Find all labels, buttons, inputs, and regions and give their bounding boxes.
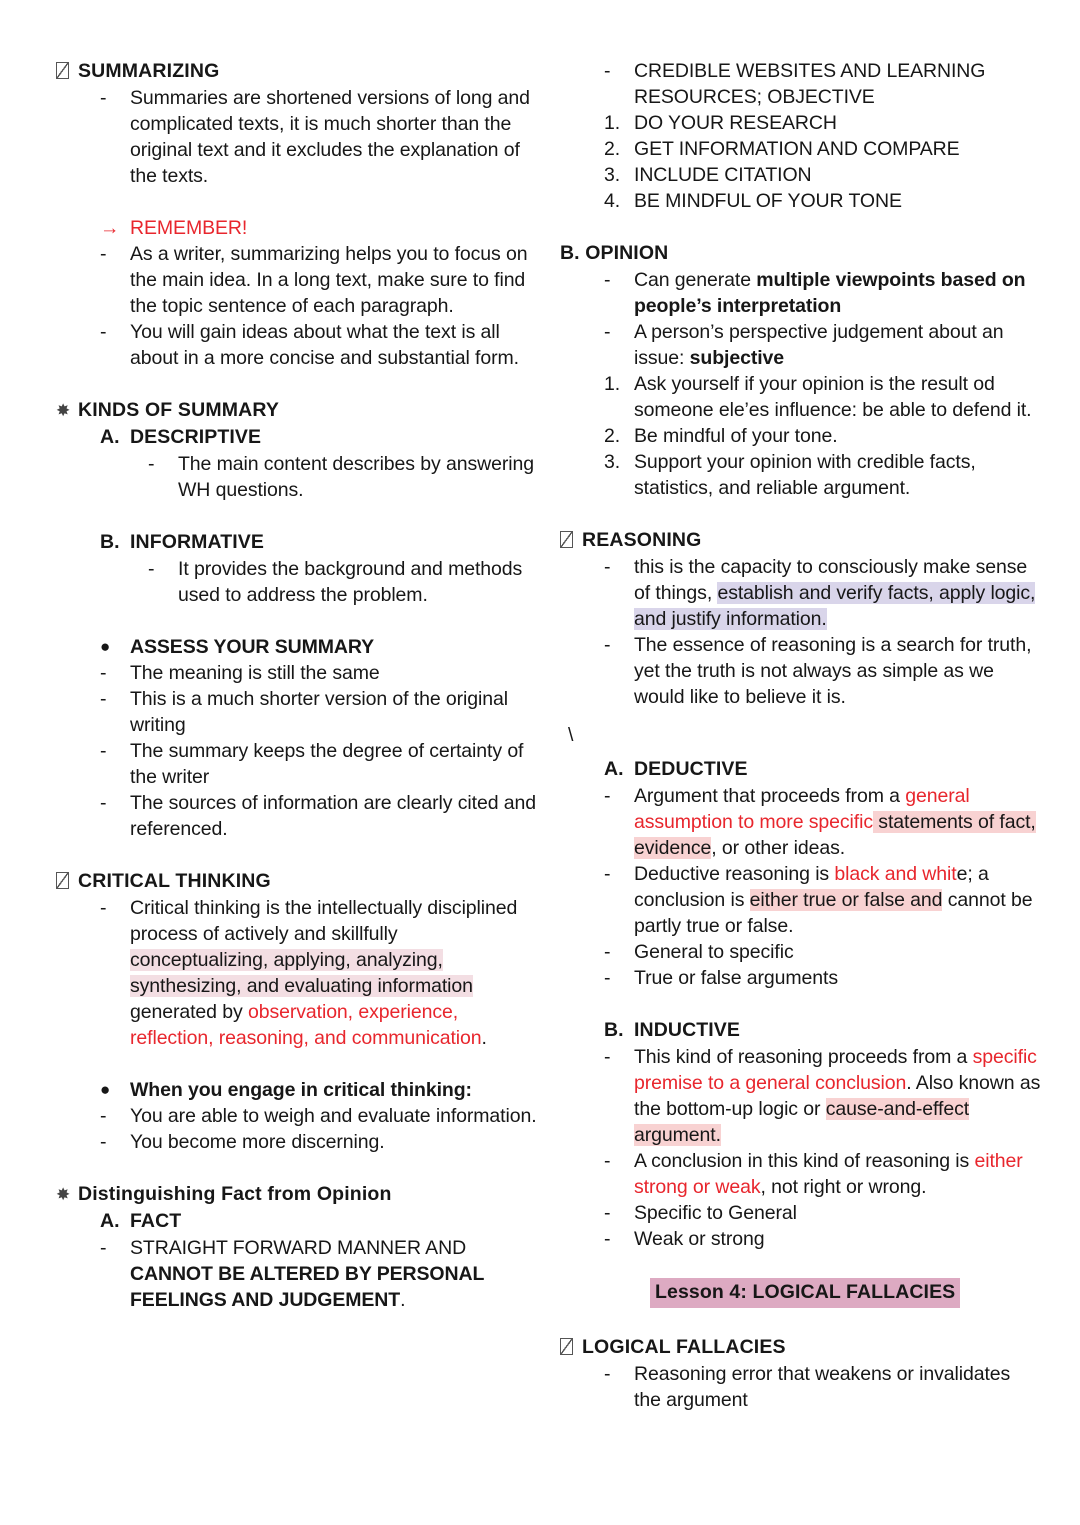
list-item xyxy=(560,188,1042,214)
dash-bullet-icon: - xyxy=(604,1363,611,1385)
list-item xyxy=(560,136,1042,162)
list-item xyxy=(560,554,1042,632)
subheading-label: DEDUCTIVE xyxy=(634,758,748,780)
dash-bullet-icon: - xyxy=(604,1150,611,1172)
list-item xyxy=(56,660,538,686)
dash-bullet-icon: - xyxy=(604,321,611,343)
lesson-banner-wrap xyxy=(560,1278,1042,1308)
stray-backslash: \ xyxy=(568,724,574,746)
section-title: KINDS OF SUMMARY xyxy=(78,399,280,421)
op-bold: multiple viewpoints based on people’s interpretation xyxy=(634,269,1026,317)
list-item xyxy=(560,110,1042,136)
dash-bullet-icon: - xyxy=(100,792,107,814)
subheading-opinion xyxy=(560,240,1042,267)
list-item xyxy=(560,965,1042,991)
section-heading-reasoning xyxy=(560,527,1042,554)
section-heading-fact-from-opinion xyxy=(56,1181,538,1208)
dash-bullet-icon: - xyxy=(100,740,107,762)
dash-bullet-icon: - xyxy=(604,1046,611,1068)
section-heading-summarizing xyxy=(56,58,538,85)
tofu-box-icon xyxy=(56,58,78,85)
subheading-assess-your-summary xyxy=(56,634,538,660)
tofu-box-icon xyxy=(560,527,582,554)
assess-item: The meaning is still the same xyxy=(130,662,380,684)
rs-highlight: establish and verify facts, apply logic, and justify information. xyxy=(634,582,1036,630)
list-number: 3. xyxy=(604,451,621,473)
dot-bullet-icon: ● xyxy=(100,1080,111,1099)
inductive-point-3: Specific to General xyxy=(634,1202,797,1224)
list-item xyxy=(56,85,538,189)
dash-bullet-icon: - xyxy=(604,967,611,989)
list-item xyxy=(560,1148,1042,1200)
dash-bullet-icon: - xyxy=(100,1105,107,1127)
section-heading-kinds-of-summary xyxy=(56,397,538,424)
dash-bullet-icon: - xyxy=(604,785,611,807)
list-item xyxy=(560,632,1042,710)
list-item xyxy=(560,1200,1042,1226)
dd-plain: Argument that proceeds from a xyxy=(634,785,906,807)
list-item xyxy=(560,162,1042,188)
in2-plain-2: , not right or wrong. xyxy=(760,1176,927,1198)
op-bold: subjective xyxy=(689,347,785,369)
summaries-definition: Summaries are shortened versions of long and complicated texts, it is much shorter than the original text and it excludes the explanation of the texts. xyxy=(130,87,530,187)
reasoning-definition xyxy=(634,554,1042,632)
list-letter: A. xyxy=(604,758,624,780)
deductive-point-2 xyxy=(634,861,1042,939)
engage-item: You become more discerning. xyxy=(130,1131,385,1153)
opinion-step: Ask yourself if your opinion is the result od someone ele’es influence: be able to defend it. xyxy=(634,373,1032,421)
subheading-when-you-engage xyxy=(56,1077,538,1103)
deductive-point-4: True or false arguments xyxy=(634,967,838,989)
reasoning-essence: The essence of reasoning is a search for truth, yet the truth is not always as simple as we would like to believe it is. xyxy=(634,634,1032,708)
in-plain: This kind of reasoning proceeds from a xyxy=(634,1046,973,1068)
summarizing-tip: As a writer, summarizing helps you to focus on the main idea. In a long text, make sure to find the topic sentence of each paragraph. xyxy=(130,243,528,317)
subheading-descriptive xyxy=(56,424,538,451)
subheading-label: ASSESS YOUR SUMMARY xyxy=(130,636,375,658)
dash-bullet-icon: - xyxy=(100,897,107,919)
inductive-point-2 xyxy=(634,1148,1042,1200)
in-red: specific premise to a general conclusion xyxy=(634,1046,1037,1094)
engage-item: You are able to weigh and evaluate information. xyxy=(130,1105,537,1127)
fact-definition xyxy=(130,1235,538,1313)
section-title: CRITICAL THINKING xyxy=(78,870,271,892)
dd2-plain: Deductive reasoning is xyxy=(634,863,835,885)
in2-red: either strong or weak xyxy=(634,1150,1023,1198)
list-item xyxy=(56,451,538,503)
dash-bullet-icon: - xyxy=(604,1202,611,1224)
dd2-plain-2: e; a conclusion is xyxy=(634,863,989,911)
in-plain-2: . Also known as the bottom-up logic or xyxy=(634,1072,1041,1120)
list-item xyxy=(560,267,1042,319)
dash-bullet-icon: - xyxy=(100,688,107,710)
dash-bullet-icon: - xyxy=(100,1131,107,1153)
list-item xyxy=(56,319,538,371)
list-item xyxy=(560,319,1042,371)
list-item xyxy=(56,1235,538,1313)
inductive-point-4: Weak or strong xyxy=(634,1228,765,1250)
dash-bullet-icon: - xyxy=(100,662,107,684)
dash-bullet-icon: - xyxy=(148,558,155,580)
fact-step: INCLUDE CITATION xyxy=(634,164,812,186)
subheading-inductive xyxy=(560,1017,1042,1044)
tofu-box-icon xyxy=(56,868,78,895)
list-item xyxy=(560,449,1042,501)
list-item xyxy=(56,1103,538,1129)
deductive-point-3: General to specific xyxy=(634,941,794,963)
dash-bullet-icon: - xyxy=(604,60,611,82)
list-letter: B. xyxy=(100,531,120,553)
subheading-informative xyxy=(56,529,538,556)
list-item xyxy=(560,371,1042,423)
subheading-label: When you engage in critical thinking: xyxy=(130,1079,472,1101)
opinion-step: Be mindful of your tone. xyxy=(634,425,838,447)
in2-plain: A conclusion in this kind of reasoning is xyxy=(634,1150,975,1172)
dash-bullet-icon: - xyxy=(100,87,107,109)
inductive-point-1 xyxy=(634,1044,1042,1148)
subheading-label: OPINION xyxy=(585,242,669,264)
subheading-label: INFORMATIVE xyxy=(130,531,264,553)
ct-period: . xyxy=(481,1027,487,1049)
deductive-point-1 xyxy=(634,783,1042,861)
opinion-step: Support your opinion with credible facts, statistics, and reliable argument. xyxy=(634,451,976,499)
dash-bullet-icon: - xyxy=(604,634,611,656)
list-item xyxy=(560,1226,1042,1252)
list-item xyxy=(560,861,1042,939)
section-title: Distinguishing Fact from Opinion xyxy=(78,1183,392,1205)
dot-bullet-icon: ● xyxy=(100,637,111,656)
gear-flower-icon: ✸ xyxy=(56,401,71,420)
fact-period: . xyxy=(400,1289,406,1311)
op-plain: A person’s perspective judgement about an issue: xyxy=(634,321,1004,369)
list-item xyxy=(56,1129,538,1155)
rs-plain: this is the capacity to consciously make sense of things, xyxy=(634,556,1028,604)
list-number: 4. xyxy=(604,190,621,212)
list-item xyxy=(56,895,538,1051)
list-item xyxy=(56,790,538,842)
list-item xyxy=(560,58,1042,110)
ct-red: observation, experience, reflection, reasoning, and communication xyxy=(130,1001,482,1049)
subheading-fact xyxy=(56,1208,538,1235)
assess-item: The summary keeps the degree of certainty of the writer xyxy=(130,740,524,788)
ct-plain-1: Critical thinking is the intellectually disciplined process of actively and skillfully xyxy=(130,897,518,945)
fact-step: BE MINDFUL OF YOUR TONE xyxy=(634,190,902,212)
list-item xyxy=(560,939,1042,965)
fact-step: GET INFORMATION AND COMPARE xyxy=(634,138,960,160)
list-item xyxy=(56,556,538,608)
dd-red: general assumption to more specific xyxy=(634,785,970,833)
dash-bullet-icon: - xyxy=(604,556,611,578)
critical-thinking-definition xyxy=(130,895,538,1051)
list-number: 3. xyxy=(604,164,621,186)
dash-bullet-icon: - xyxy=(100,321,107,343)
dd2-end: cannot be partly true or false. xyxy=(634,889,1033,937)
dd-end: , or other ideas. xyxy=(711,837,846,859)
list-item xyxy=(560,783,1042,861)
fact-bold: CANNOT BE ALTERED BY PERSONAL FEELINGS AND JUDGEMENT xyxy=(130,1263,484,1311)
list-item xyxy=(560,1044,1042,1148)
list-letter: B. xyxy=(560,242,580,264)
ct-plain-2: generated by xyxy=(130,1001,248,1023)
opinion-point xyxy=(634,319,1042,371)
section-title: LOGICAL FALLACIES xyxy=(582,1336,786,1358)
ct-highlight: conceptualizing, applying, analyzing, synthesizing, and evaluating information xyxy=(130,949,473,997)
gear-flower-icon: ✸ xyxy=(56,1185,71,1204)
dash-bullet-icon: - xyxy=(604,1228,611,1250)
lesson-4-banner: Lesson 4: LOGICAL FALLACIES xyxy=(650,1278,960,1308)
section-title: REASONING xyxy=(582,529,702,551)
subheading-label: FACT xyxy=(130,1210,182,1232)
section-heading-logical-fallacies xyxy=(560,1334,1042,1361)
list-letter: A. xyxy=(100,426,120,448)
logical-fallacies-definition: Reasoning error that weakens or invalidates the argument xyxy=(634,1363,1011,1411)
list-letter: A. xyxy=(100,1210,120,1232)
list-item xyxy=(56,241,538,319)
op-plain: Can generate xyxy=(634,269,757,291)
dd2-red: black and whit xyxy=(834,863,957,885)
subheading-deductive xyxy=(560,756,1042,783)
left-column xyxy=(56,58,538,1525)
dash-bullet-icon: - xyxy=(604,863,611,885)
credible-websites-item: CREDIBLE WEBSITES AND LEARNING RESOURCES; OBJECTIVE xyxy=(634,60,986,108)
dd2-highlight: either true or false and xyxy=(749,889,943,911)
right-column xyxy=(560,58,1042,1525)
list-letter: B. xyxy=(604,1019,624,1041)
dash-bullet-icon: - xyxy=(604,941,611,963)
assess-item: The sources of information are clearly cited and referenced. xyxy=(130,792,536,840)
dash-bullet-icon: - xyxy=(148,453,155,475)
descriptive-description: The main content describes by answering WH questions. xyxy=(178,453,534,501)
list-item xyxy=(56,686,538,738)
summarizing-benefit: You will gain ideas about what the text is all about in a more concise and substantial form. xyxy=(130,321,519,369)
list-number: 2. xyxy=(604,138,621,160)
list-item xyxy=(560,423,1042,449)
fact-plain: STRAIGHT FORWARD MANNER AND xyxy=(130,1237,467,1259)
assess-item: This is a much shorter version of the original writing xyxy=(130,688,508,736)
subheading-label: DESCRIPTIVE xyxy=(130,426,262,448)
list-item xyxy=(56,738,538,790)
list-number: 2. xyxy=(604,425,621,447)
remember-callout xyxy=(56,215,538,241)
dd-highlight: statements of fact, evidence xyxy=(634,811,1036,859)
dash-bullet-icon: - xyxy=(100,1237,107,1259)
in-highlight: cause-and-effect argument. xyxy=(634,1098,970,1146)
arrow-right-icon: → xyxy=(100,217,120,239)
informative-description: It provides the background and methods used to address the problem. xyxy=(178,558,523,606)
section-heading-critical-thinking xyxy=(56,868,538,895)
list-number: 1. xyxy=(604,112,621,134)
opinion-point xyxy=(634,267,1042,319)
remember-label: REMEMBER! xyxy=(130,217,248,239)
subheading-label: INDUCTIVE xyxy=(634,1019,740,1041)
fact-step: DO YOUR RESEARCH xyxy=(634,112,837,134)
section-title: SUMMARIZING xyxy=(78,60,220,82)
list-number: 1. xyxy=(604,373,621,395)
tofu-box-icon xyxy=(560,1334,582,1361)
dash-bullet-icon: - xyxy=(100,243,107,265)
list-item xyxy=(560,1361,1042,1413)
dash-bullet-icon: - xyxy=(604,269,611,291)
